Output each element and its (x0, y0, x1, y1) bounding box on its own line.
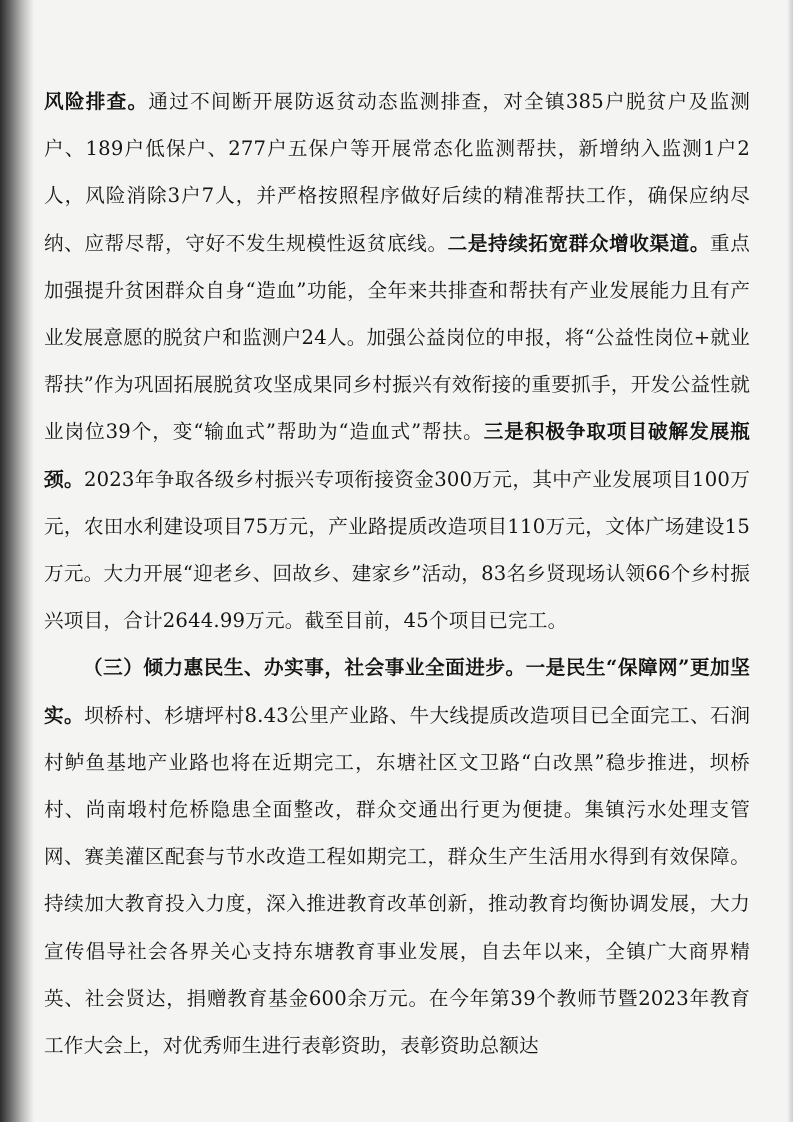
document-page (44, 78, 750, 1069)
heading-income-channels: 二是持续拓宽群众增收渠道。 (447, 231, 711, 255)
heading-section-three: （三）倾力惠民生、办实事，社会事业全面进步。一是民生“保障网”更加坚实。 (44, 656, 750, 727)
scan-left-shadow (0, 0, 34, 1122)
heading-project-funding: 三是积极争取项目破解发展瓶颈。 (44, 420, 750, 491)
scan-right-edge (787, 0, 793, 1122)
paragraph-poverty-monitoring (44, 78, 750, 644)
heading-risk-screening: 风险排查。 (44, 90, 149, 113)
paragraph-livelihood (44, 644, 750, 1069)
text-income-details: 重点加强提升贫困群众自身“造血”功能，全年来共排查和帮扶有产业发展能力且有产业发展意愿的脱贫户和监测户24人。加强公益岗位的申报，将“公益性岗位+就业帮扶”作为巩固拓展脱贫攻坚成果同乡村振兴有效衔接的重要抓手，开发公益性就业岗位39个，变“输血式”帮助为“造血式”帮扶。 (44, 231, 751, 444)
text-monitoring-details: 通过不间断开展防返贫动态监测排查，对全镇385户脱贫户及监测户、189户低保户、277户五保户等开展常态化监测帮扶，新增纳入监测1户2人，风险消除3户7人，并严格按照程序做好后续的精准帮扶工作，确保应纳尽纳、应帮尽帮，守好不发生规模性返贫底线。 (44, 90, 750, 255)
text-livelihood-details: 坝桥村、杉塘坪村8.43公里产业路、牛大线提质改造项目已全面完工、石涧村鲈鱼基地产业路也将在近期完工，东塘社区文卫路“白改黑”稳步推进，坝桥村、尚南塅村危桥隐患全面整改，群众交通出行更为便捷。集镇污水处理支管网、赛美灌区配套与节水改造工程如期完工，群众生产生活用水得到有效保障。持续加大教育投入力度，深入推进教育改革创新，推动教育均衡协调发展，大力宣传倡导社会各界关心支持东塘教育事业发展，自去年以来，全镇广大商界精英、社会贤达，捐赠教育基金600余万元。在今年第39个教师节暨2023年教育工作大会上，对优秀师生进行表彰资助，表彰资助总额达 (44, 703, 750, 1058)
text-project-details: 2023年争取各级乡村振兴专项衔接资金300万元，其中产业发展项目100万元，农田水利建设项目75万元，产业路提质改造项目110万元，文体广场建设15万元。大力开展“迎老乡、回故乡、建家乡”活动，83名乡贤现场认领66个乡村振兴项目，合计2644.99万元。截至目前，45个项目已完工。 (44, 467, 750, 633)
